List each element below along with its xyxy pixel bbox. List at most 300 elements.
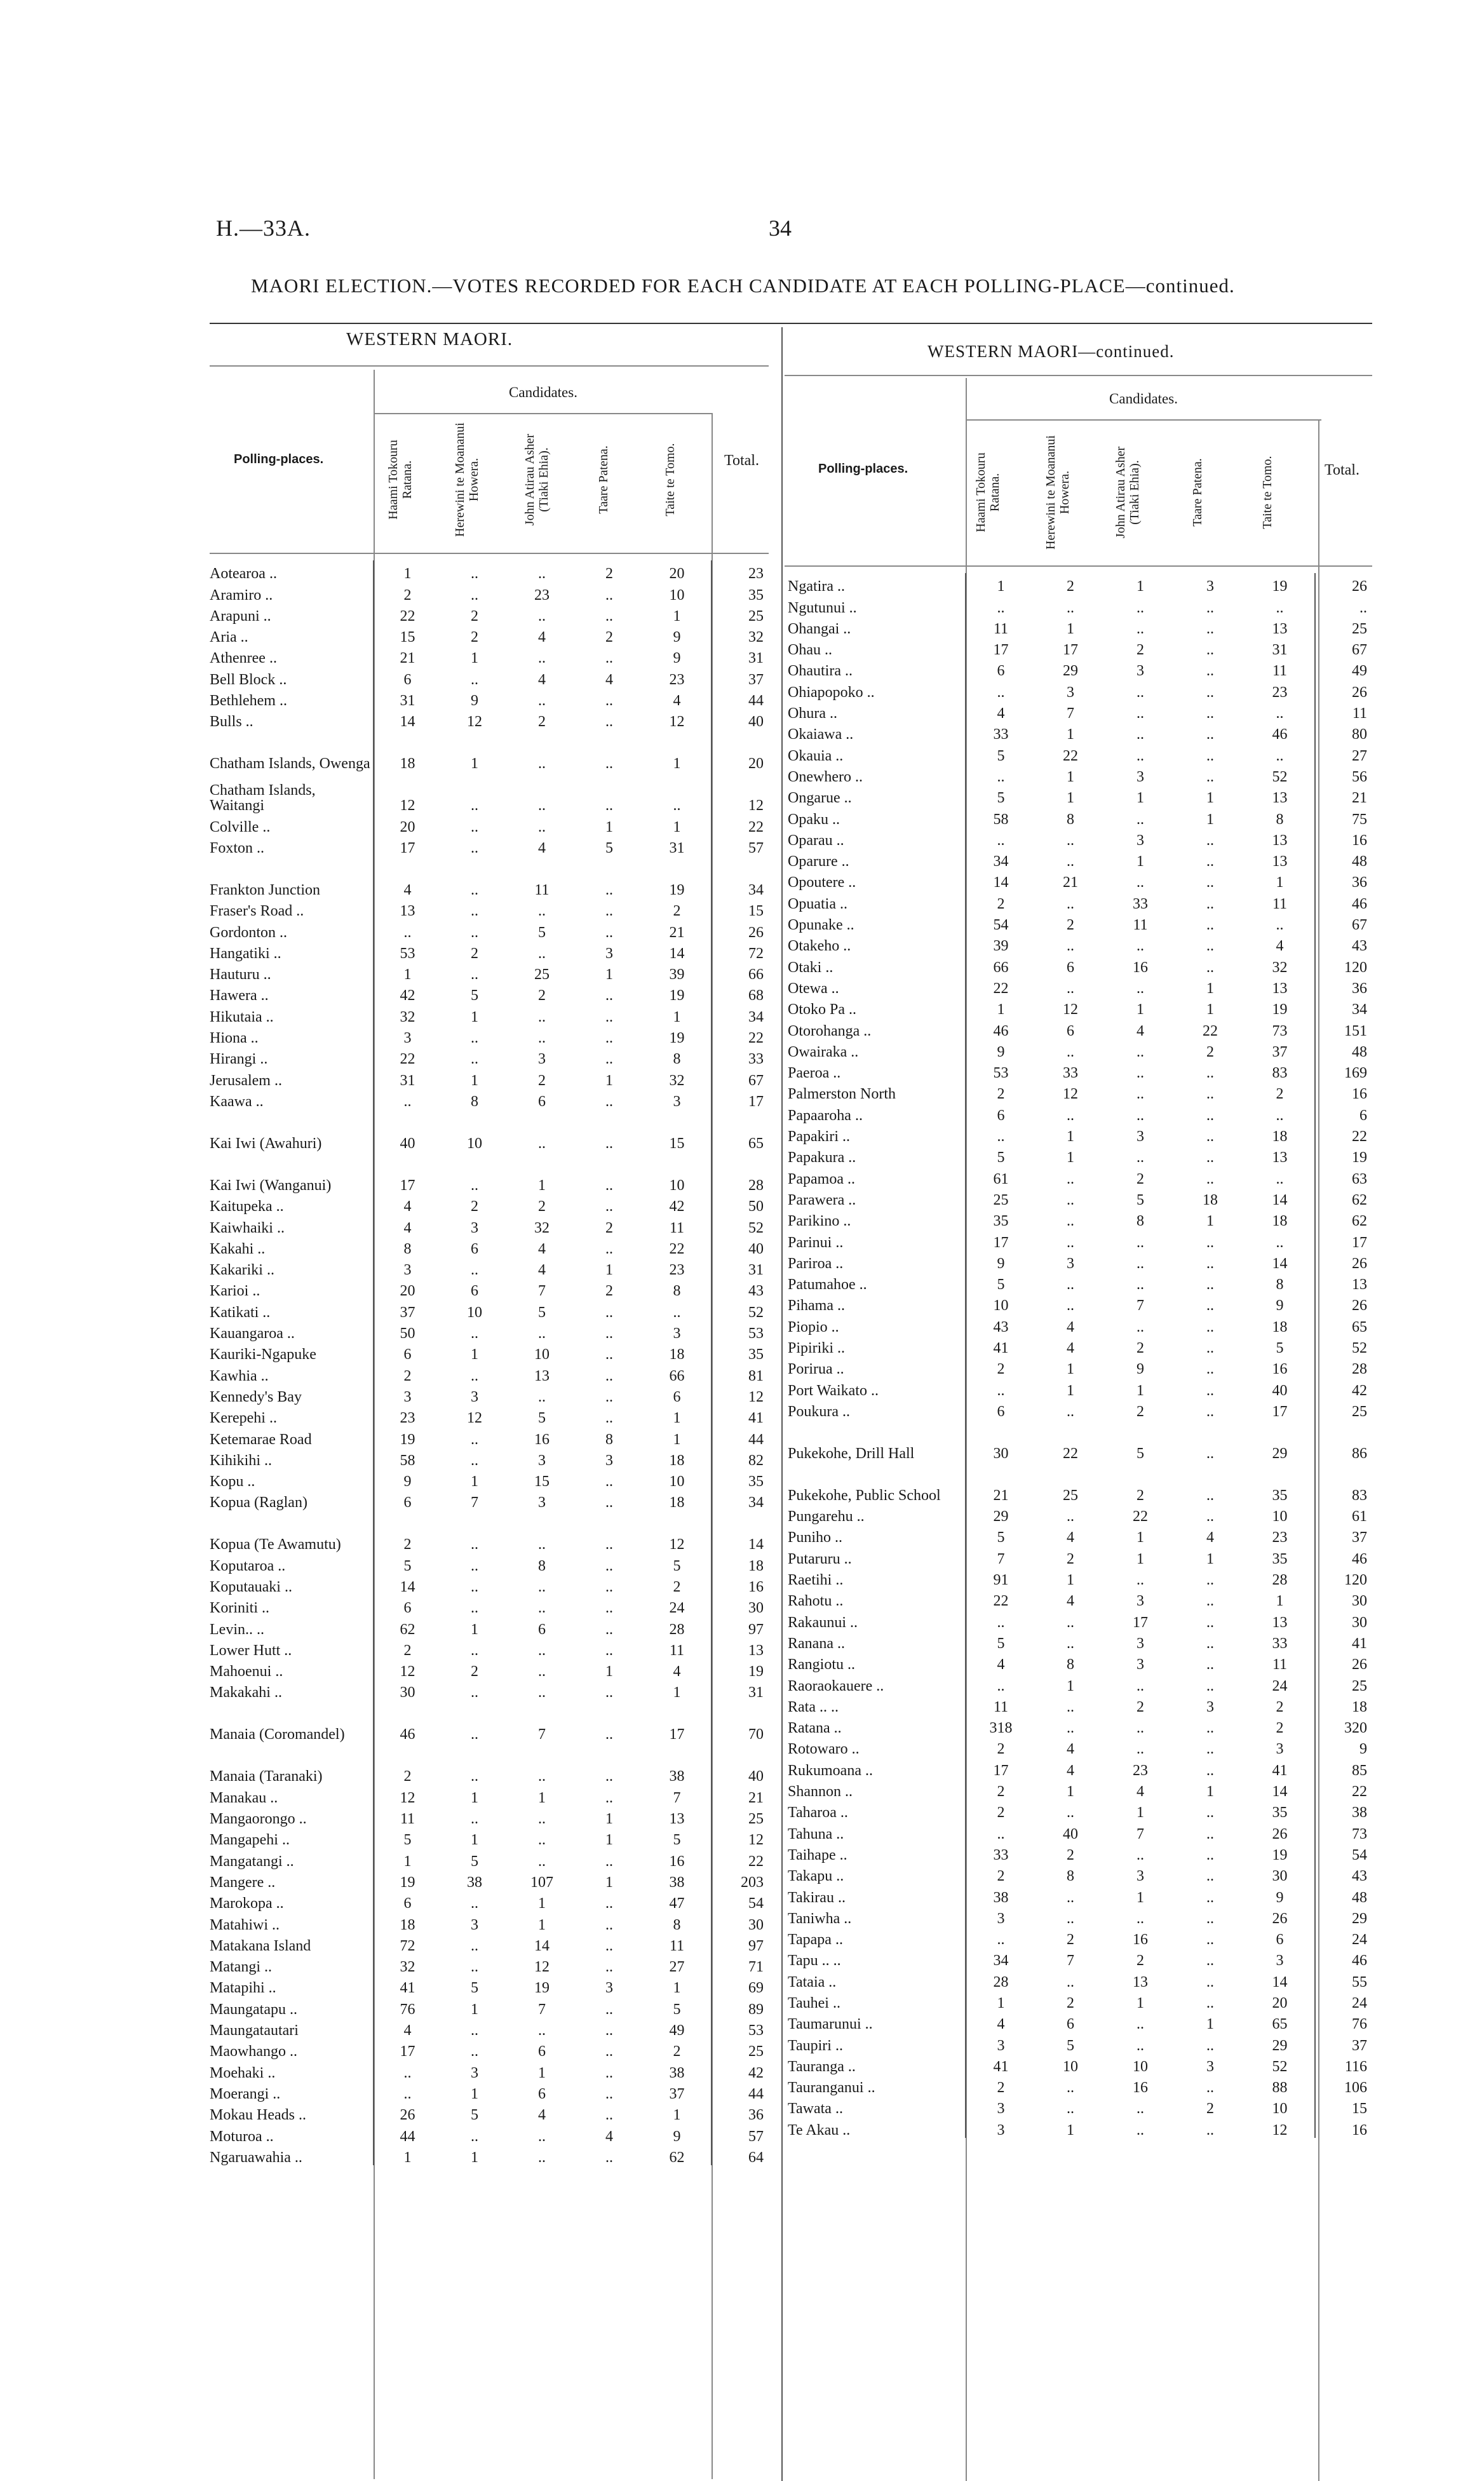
candidate-4-votes: .. (1206, 1403, 1214, 1419)
polling-place-name: Takirau .. (788, 1889, 846, 1906)
candidate-1-votes: 61 (966, 1165, 1035, 1186)
candidate-1-votes: 53 (374, 940, 441, 961)
row-total: 69 (712, 1975, 769, 1996)
candidate-3-votes: .. (538, 1600, 546, 1616)
candidate-3-votes: 2 (538, 713, 546, 730)
candidate-5-votes: 23 (669, 1262, 685, 1278)
row-total: 30 (712, 1595, 769, 1616)
candidate-1-votes: 11 (374, 1806, 441, 1827)
candidate-3-votes: 3 (1137, 1635, 1144, 1651)
polling-place-name: Onewhero .. (788, 768, 863, 785)
candidate-2-votes: 2 (1067, 1995, 1074, 2011)
row-total: 19 (712, 1658, 769, 1679)
candidate-2-votes: 2 (471, 607, 478, 624)
candidate-3-votes: 3 (1137, 832, 1144, 848)
candidate-4-votes: .. (605, 2001, 613, 2017)
row-total: 43 (712, 1278, 769, 1299)
table-row (788, 1292, 1372, 1313)
candidate-1-votes: .. (966, 1123, 1035, 1144)
candidate-4-votes: .. (1206, 1276, 1214, 1293)
candidate-4-votes: .. (605, 1642, 613, 1658)
table-row (788, 1926, 1372, 1947)
candidate-1-votes: .. (374, 919, 441, 940)
candidate-4-votes: .. (605, 755, 613, 772)
polling-place-name: Jerusalem .. (210, 1072, 282, 1089)
polling-place-name: Moturoa .. (210, 2128, 274, 2145)
candidate-2-votes: 7 (1067, 1952, 1074, 1969)
candidate-4-votes: 4 (605, 671, 613, 687)
candidate-3-votes: 5 (538, 1304, 546, 1320)
row-total: 320 (1315, 1715, 1372, 1736)
candidate-3-votes: .. (538, 1768, 546, 1785)
candidate-4-votes: 1 (605, 1811, 613, 1827)
candidate-4-votes: 3 (1206, 2058, 1214, 2074)
candidate-2-votes: 1 (1067, 768, 1074, 785)
candidate-5-votes: 16 (1272, 1361, 1288, 1377)
table-row (210, 2038, 769, 2059)
right-votes-table (788, 573, 1372, 2138)
candidate-5-votes: 9 (673, 2128, 681, 2144)
candidate-3-votes: 6 (538, 2043, 546, 2060)
candidate-4-votes: 5 (605, 839, 613, 856)
table-row (788, 1588, 1372, 1609)
candidate-1-votes: 44 (374, 2123, 441, 2144)
candidate-4-votes: .. (605, 1916, 613, 1933)
polling-place-name: Arapuni .. (210, 607, 271, 625)
candidate-3-votes: 5 (1137, 1445, 1144, 1461)
candidate-4-votes: .. (605, 1853, 613, 1869)
row-total: 66 (712, 961, 769, 982)
candidate-3-votes: 1 (1137, 853, 1144, 870)
table-row (788, 785, 1372, 806)
row-total: 76 (1315, 2011, 1372, 2032)
table-row (788, 1165, 1372, 1186)
candidate-5-votes: 18 (1272, 1318, 1288, 1335)
row-total: 48 (1315, 1884, 1372, 1905)
candidate-1-votes: 20 (374, 813, 441, 834)
candidate-4-votes: .. (1206, 1910, 1214, 1926)
candidate-5-votes: 10 (1272, 1508, 1288, 1525)
candidate-1-votes: 15 (374, 624, 441, 645)
candidate-1-votes: .. (374, 1088, 441, 1109)
candidate-4-votes: .. (1206, 1234, 1214, 1250)
candidate-2-votes: .. (1067, 1213, 1074, 1229)
candidate-3-votes: 15 (534, 1473, 550, 1490)
candidate-4-votes: .. (605, 1494, 613, 1511)
candidate-4-votes: .. (605, 1008, 613, 1025)
candidate-2-votes: 2 (471, 629, 478, 646)
candidate-4-votes: .. (605, 1557, 613, 1574)
row-total: 54 (1315, 1842, 1372, 1863)
table-row (210, 1278, 769, 1299)
candidate-3-votes: 16 (1133, 959, 1148, 975)
row-total: 26 (1315, 1250, 1372, 1271)
table-row (210, 1700, 769, 1742)
candidate-2-votes: .. (1067, 980, 1074, 996)
candidate-4-votes: .. (605, 1240, 613, 1257)
candidate-5-votes: 20 (1272, 1995, 1288, 2011)
table-row (210, 898, 769, 919)
polling-place-name: Papamoa .. (788, 1170, 855, 1187)
candidate-1-votes: 12 (374, 1658, 441, 1679)
table-row (788, 2011, 1372, 2032)
candidate-3-votes: .. (538, 797, 546, 814)
row-total: 70 (712, 1700, 769, 1742)
candidate-4-votes: .. (605, 1768, 613, 1785)
candidate-3-votes: 5 (538, 924, 546, 940)
row-total: 71 (712, 1954, 769, 1975)
left-cand-2-header: Herewini te Moananui Howera. (453, 423, 481, 537)
candidate-2-votes: .. (1067, 1508, 1074, 1525)
polling-place-name: Ohiapopoko .. (788, 684, 875, 701)
candidate-1-votes: 9 (374, 1468, 441, 1489)
candidate-1-votes: 58 (374, 1447, 441, 1468)
candidate-4-votes: 1 (605, 1262, 613, 1278)
candidate-1-votes: 91 (966, 1567, 1035, 1588)
table-row (788, 827, 1372, 848)
polling-place-name: Port Waikato .. (788, 1382, 879, 1399)
candidate-2-votes: 40 (1063, 1825, 1078, 1842)
candidate-1-votes: 35 (966, 1208, 1035, 1229)
table-row (210, 1890, 769, 1911)
table-row (210, 687, 769, 708)
candidate-2-votes: .. (1067, 1297, 1074, 1314)
candidate-1-votes: 2 (374, 581, 441, 602)
row-total: 34 (712, 856, 769, 898)
candidate-5-votes: 6 (1276, 1931, 1284, 1948)
candidate-5-votes: 3 (1276, 1741, 1284, 1757)
candidate-3-votes: 16 (534, 1431, 550, 1447)
table-row (210, 1468, 769, 1489)
candidate-2-votes: 10 (467, 1135, 482, 1151)
candidate-1-votes: 41 (966, 1335, 1035, 1356)
left-total-label: Total. (724, 452, 759, 469)
candidate-2-votes: 12 (1063, 1086, 1078, 1102)
polling-place-name: Otaki .. (788, 959, 833, 976)
candidate-2-votes: .. (1067, 1910, 1074, 1926)
polling-place-name: Gordonton .. (210, 924, 287, 941)
candidate-2-votes: 4 (1067, 1318, 1074, 1335)
page-title: MAORI ELECTION.—VOTES RECORDED FOR EACH CANDIDATE AT EACH POLLING-PLACE—continued. (251, 274, 1235, 297)
row-total: 37 (1315, 1524, 1372, 1545)
candidate-1-votes: 6 (374, 1595, 441, 1616)
row-total: 56 (1315, 764, 1372, 785)
table-row (788, 1778, 1372, 1799)
table-row (210, 1954, 769, 1975)
candidate-3-votes: .. (1137, 1846, 1144, 1863)
row-total: 65 (712, 1109, 769, 1151)
candidate-1-votes: 9 (966, 1039, 1035, 1060)
candidate-5-votes: 4 (1276, 938, 1284, 954)
candidate-1-votes: 6 (374, 1341, 441, 1362)
polling-place-name: Rakaunui .. (788, 1614, 858, 1631)
candidate-1-votes: 3 (374, 1384, 441, 1405)
candidate-2-votes: 2 (471, 1198, 478, 1215)
row-total: 44 (712, 687, 769, 708)
candidate-2-votes: 1 (1067, 1677, 1074, 1694)
candidate-4-votes: 4 (1206, 1529, 1214, 1546)
row-total: 42 (1315, 1377, 1372, 1398)
table-row (210, 1616, 769, 1637)
candidate-5-votes: 13 (1272, 790, 1288, 806)
candidate-1-votes: 2 (966, 1081, 1035, 1102)
polling-place-name: Katikati .. (210, 1304, 271, 1321)
candidate-4-votes: .. (605, 586, 613, 603)
row-total: 42 (712, 2059, 769, 2080)
candidate-5-votes: .. (1276, 705, 1284, 722)
polling-place-name: Otakeho .. (788, 938, 851, 955)
table-row (788, 1187, 1372, 1208)
candidate-1-votes: 2 (374, 1742, 441, 1784)
table-row (788, 1905, 1372, 1926)
candidate-4-votes: 3 (1206, 1698, 1214, 1715)
candidate-2-votes: 1 (471, 650, 478, 666)
candidate-4-votes: 1 (1206, 790, 1214, 806)
candidate-3-votes: .. (1137, 2037, 1144, 2053)
polling-place-name: Moehaki .. (210, 2064, 276, 2081)
candidate-2-votes: 4 (1067, 1762, 1074, 1778)
table-row (788, 1144, 1372, 1165)
table-row (210, 1426, 769, 1447)
candidate-2-votes: 4 (1067, 1741, 1074, 1757)
candidate-2-votes: .. (1067, 1889, 1074, 1905)
candidate-3-votes: .. (1137, 1318, 1144, 1335)
row-total: 28 (712, 1151, 769, 1193)
candidate-3-votes: 1 (1137, 790, 1144, 806)
row-total: 75 (1315, 806, 1372, 827)
polling-place-name: Maungatautari (210, 2022, 299, 2039)
candidate-1-votes: 5 (374, 1552, 441, 1573)
candidate-4-votes: .. (1206, 1382, 1214, 1398)
candidate-1-votes: 1 (374, 961, 441, 982)
candidate-1-votes: 17 (374, 1151, 441, 1193)
polling-place-name: Tauranga .. (788, 2058, 856, 2075)
candidate-5-votes: 17 (669, 1726, 685, 1743)
candidate-5-votes: 18 (669, 1452, 685, 1468)
candidate-1-votes: 38 (966, 1884, 1035, 1905)
candidate-1-votes: 33 (966, 1842, 1035, 1863)
row-total: 53 (712, 2017, 769, 2038)
candidate-3-votes: 1 (1137, 578, 1144, 595)
row-total: 26 (1315, 1651, 1372, 1672)
row-total: 72 (712, 940, 769, 961)
candidate-3-votes: 107 (530, 1874, 553, 1890)
candidate-1-votes: 5 (966, 742, 1035, 763)
candidate-1-votes: 2 (374, 1510, 441, 1552)
candidate-2-votes: .. (1067, 1234, 1074, 1250)
candidate-1-votes: 29 (966, 1503, 1035, 1524)
candidate-5-votes: 12 (1272, 2121, 1288, 2138)
candidate-2-votes: 6 (471, 1240, 478, 1257)
row-total: 25 (1315, 1672, 1372, 1693)
table-row (210, 2059, 769, 2080)
candidate-2-votes: .. (1067, 1043, 1074, 1060)
candidate-1-votes: 53 (966, 1060, 1035, 1081)
candidate-4-votes: .. (1206, 1128, 1214, 1145)
candidate-5-votes: 28 (1272, 1572, 1288, 1588)
polling-place-name: Pungarehu .. (788, 1508, 865, 1525)
candidate-5-votes: 52 (1272, 768, 1288, 785)
candidate-1-votes: 22 (374, 603, 441, 624)
row-total: 40 (712, 708, 769, 729)
candidate-3-votes: 23 (534, 586, 550, 603)
candidate-2-votes: .. (471, 1051, 478, 1067)
candidate-2-votes: .. (1067, 1107, 1074, 1123)
polling-place-name: Tauhei .. (788, 1995, 840, 2011)
candidate-3-votes: .. (538, 1325, 546, 1342)
candidate-4-votes: .. (1206, 1339, 1214, 1356)
row-total: 19 (1315, 1144, 1372, 1165)
row-total: 52 (712, 1299, 769, 1320)
polling-place-name: Hauturu .. (210, 966, 271, 984)
candidate-4-votes: .. (605, 1536, 613, 1553)
candidate-5-votes: 35 (1272, 1487, 1288, 1503)
polling-place-name: Pukekohe, Drill Hall (788, 1445, 915, 1462)
polling-place-name: Tauranganui .. (788, 2079, 875, 2097)
row-total: 50 (712, 1193, 769, 1214)
row-total: 61 (1315, 1503, 1372, 1524)
polling-place-name: Ranana .. (788, 1635, 845, 1652)
polling-place-name: Kai Iwi (Wanganui) (210, 1177, 332, 1194)
candidate-5-votes: .. (1276, 1234, 1284, 1250)
candidate-1-votes: .. (374, 2081, 441, 2102)
candidate-3-votes: .. (538, 1578, 546, 1595)
candidate-4-votes: .. (1206, 874, 1214, 891)
candidate-4-votes: .. (605, 650, 613, 666)
candidate-5-votes: 47 (669, 1895, 685, 1912)
candidate-1-votes: .. (966, 594, 1035, 615)
candidate-2-votes: 1 (471, 2149, 478, 2165)
candidate-5-votes: 39 (669, 966, 685, 983)
candidate-4-votes: .. (1206, 1572, 1214, 1588)
row-total: 43 (1315, 1863, 1372, 1884)
candidate-5-votes: 1 (673, 1431, 681, 1447)
candidate-1-votes: 6 (374, 1489, 441, 1510)
row-total: 21 (1315, 785, 1372, 806)
candidate-1-votes: 1 (966, 1990, 1035, 2011)
candidate-1-votes: 14 (966, 869, 1035, 890)
row-total: 54 (712, 1890, 769, 1911)
candidate-1-votes: 14 (374, 1574, 441, 1595)
candidate-5-votes: 49 (669, 2022, 685, 2039)
right-total-label: Total. (1325, 462, 1359, 478)
row-total: 25 (1315, 1398, 1372, 1419)
polling-place-name: Athenree .. (210, 650, 277, 667)
candidate-2-votes: 4 (1067, 1593, 1074, 1609)
candidate-2-votes: 2 (1067, 1550, 1074, 1567)
table-row (210, 1341, 769, 1362)
polling-place-name: Opuatia .. (788, 895, 847, 912)
candidate-4-votes: .. (1206, 1741, 1214, 1757)
candidate-3-votes: 23 (1133, 1762, 1148, 1778)
candidate-4-votes: .. (605, 1578, 613, 1595)
candidate-5-votes: 8 (1276, 811, 1284, 827)
candidate-1-votes: 34 (966, 848, 1035, 869)
candidate-4-votes: .. (1206, 1614, 1214, 1630)
candidate-3-votes: 3 (1137, 1868, 1144, 1884)
polling-place-name: Ohura .. (788, 705, 837, 722)
candidate-2-votes: .. (471, 1431, 478, 1447)
candidate-5-votes: 16 (669, 1853, 685, 1869)
polling-place-name: Mangapehi .. (210, 1832, 290, 1849)
candidate-3-votes: .. (538, 1388, 546, 1405)
candidate-4-votes: .. (605, 924, 613, 940)
polling-place-name: Ongarue .. (788, 790, 852, 807)
left-cand-5-header: Taite te Tomo. (663, 443, 677, 517)
candidate-5-votes: 18 (1272, 1128, 1288, 1145)
candidate-3-votes: 14 (534, 1937, 550, 1954)
candidate-2-votes: 12 (467, 1410, 482, 1426)
candidate-4-votes: .. (605, 987, 613, 1004)
candidate-2-votes: .. (471, 1959, 478, 1975)
candidate-4-votes: .. (1206, 1255, 1214, 1271)
row-total: 44 (712, 2081, 769, 2102)
candidate-5-votes: 13 (1272, 853, 1288, 870)
candidate-4-votes: 1 (1206, 2016, 1214, 2032)
candidate-5-votes: 11 (669, 1642, 685, 1658)
candidate-2-votes: .. (471, 1600, 478, 1616)
candidate-5-votes: 73 (1272, 1022, 1288, 1039)
candidate-3-votes: .. (538, 650, 546, 666)
row-total: 35 (712, 1341, 769, 1362)
candidate-3-votes: .. (1137, 620, 1144, 637)
candidate-4-votes: .. (605, 1304, 613, 1320)
candidate-5-votes: .. (1276, 917, 1284, 933)
row-total: 25 (712, 603, 769, 624)
candidate-1-votes: .. (966, 764, 1035, 785)
candidate-2-votes: .. (1067, 1973, 1074, 1990)
candidate-2-votes: 1 (1067, 1361, 1074, 1377)
polling-place-name: Manaia (Coromandel) (210, 1726, 345, 1743)
polling-place-name: Moerangi .. (210, 2085, 281, 2102)
table-row (210, 1975, 769, 1996)
candidate-2-votes: 6 (1067, 2016, 1074, 2032)
candidate-4-votes: .. (1206, 684, 1214, 700)
candidate-1-votes: 12 (374, 771, 441, 813)
polling-place-name: Koputaroa .. (210, 1557, 286, 1574)
candidate-1-votes: 4 (374, 2017, 441, 2038)
row-total: 23 (712, 560, 769, 581)
candidate-1-votes: 1 (374, 2144, 441, 2165)
polling-place-name: Raetihi .. (788, 1572, 844, 1589)
polling-place-name: Levin.. .. (210, 1621, 264, 1638)
row-total: 31 (712, 1679, 769, 1700)
candidate-2-votes: .. (1067, 2079, 1074, 2096)
table-row (788, 1863, 1372, 1884)
candidate-4-votes: .. (1206, 959, 1214, 975)
candidate-2-votes: 9 (471, 693, 478, 709)
candidate-3-votes: 4 (538, 1240, 546, 1257)
table-row (788, 1081, 1372, 1102)
candidate-5-votes: 11 (1272, 1656, 1288, 1673)
candidate-1-votes: 13 (374, 898, 441, 919)
right-header-bottom-rule (785, 565, 1372, 567)
candidate-4-votes: 1 (1206, 1213, 1214, 1229)
candidate-4-votes: .. (605, 713, 613, 730)
row-total: 55 (1315, 1968, 1372, 1989)
candidate-1-votes: 2 (374, 1362, 441, 1383)
polling-place-name: Marokopa .. (210, 1895, 284, 1912)
candidate-2-votes: 1 (471, 2085, 478, 2102)
candidate-1-votes: 6 (966, 1102, 1035, 1123)
candidate-2-votes: .. (471, 881, 478, 898)
candidate-5-votes: 37 (1272, 1043, 1288, 1060)
candidate-5-votes: 17 (1272, 1403, 1288, 1419)
candidate-2-votes: .. (471, 1367, 478, 1384)
candidate-4-votes: .. (605, 1789, 613, 1806)
candidate-1-votes: 21 (374, 645, 441, 666)
candidate-3-votes: 11 (534, 881, 550, 898)
